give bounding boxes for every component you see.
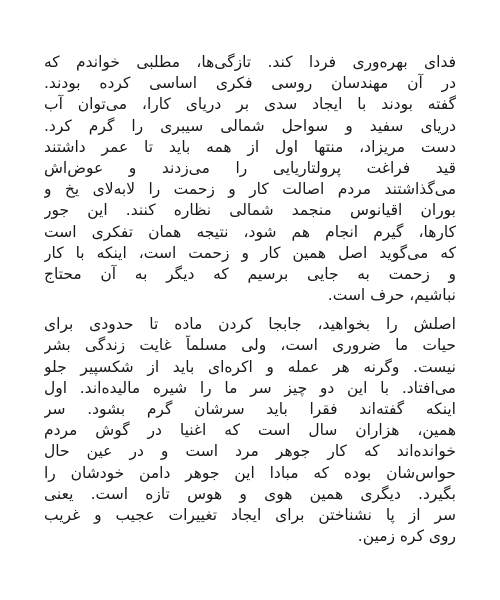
text-line: همین، هزاران سال است که اغنیا در گوش مردم xyxy=(44,421,456,440)
text-line: حیات ما ضروری است، ولی مسلماً غایت زندگی بشر xyxy=(44,336,456,355)
text-line: که می‌گوید اصل همین کار و زحمت است، اینکه با کار xyxy=(44,243,456,262)
text-line: و زحمت به جایی برسیم که دیگر به آن محتاج xyxy=(44,264,456,283)
text-line: بگیرد. دیگری همین هوی و هوس تازه است. یعنی xyxy=(44,484,456,503)
text-line: نباشیم، حرف است. xyxy=(327,286,456,305)
text-line: روی کره زمین. xyxy=(357,527,456,546)
text-line: دست مریزاد، منتها اول از همه باید تا عمر داشتند xyxy=(44,137,456,156)
text-line: می‌گذاشتند مردم اصالت کار و زحمت را لابه‌لای یخ و xyxy=(44,180,456,199)
text-line: کارها، گیرم انجام هم شود، نتیجه همان تفکری است xyxy=(44,222,456,241)
text-line: حواس‌شان بوده که مبادا این جوهر دامن خودشان را xyxy=(44,463,456,482)
body-text xyxy=(44,52,456,547)
text-line: قید فراغت پرولتاریایی را می‌زدند و عوض‌اش xyxy=(44,158,456,177)
text-line: بوران اقیانوس منجمد شمالی نظاره کنند. این جور xyxy=(44,201,456,220)
text-line: خوانده‌اند که کار جوهر مرد است و در عین حال xyxy=(44,442,456,461)
paragraph xyxy=(44,52,456,306)
text-line: در آن مهندسان روسی فکری اساسی کرده بودند. xyxy=(44,74,456,93)
text-line: سر از پا نشناختن برای ایجاد تغییرات عجیب و غریب xyxy=(44,505,456,524)
text-line: می‌افتاد. با این دو چیز سر ما را شیره مالیده‌اند. اول xyxy=(44,378,456,397)
text-line: اصلش را بخواهید، جابجا کردن ماده تا حدودی برای xyxy=(44,315,456,334)
text-line: نیست. وگرنه هر عمله و اکره‌ای باید از شکسپیر جلو xyxy=(44,357,456,376)
text-line: اینکه گفته‌اند فقرا باید سرشان گرم بشود. سر xyxy=(44,400,456,418)
paragraph xyxy=(44,314,456,547)
text-line: دریای سفید و سواحل شمالی سیبری را گرم کرد. xyxy=(44,116,456,135)
text-line: فدای بهره‌وری فردا کند. تازگی‌ها، مطلبی خواندم که xyxy=(44,53,456,71)
text-line: گفته بودند با ایجاد سدی بر دریای کارا، می‌توان آب xyxy=(44,95,456,114)
